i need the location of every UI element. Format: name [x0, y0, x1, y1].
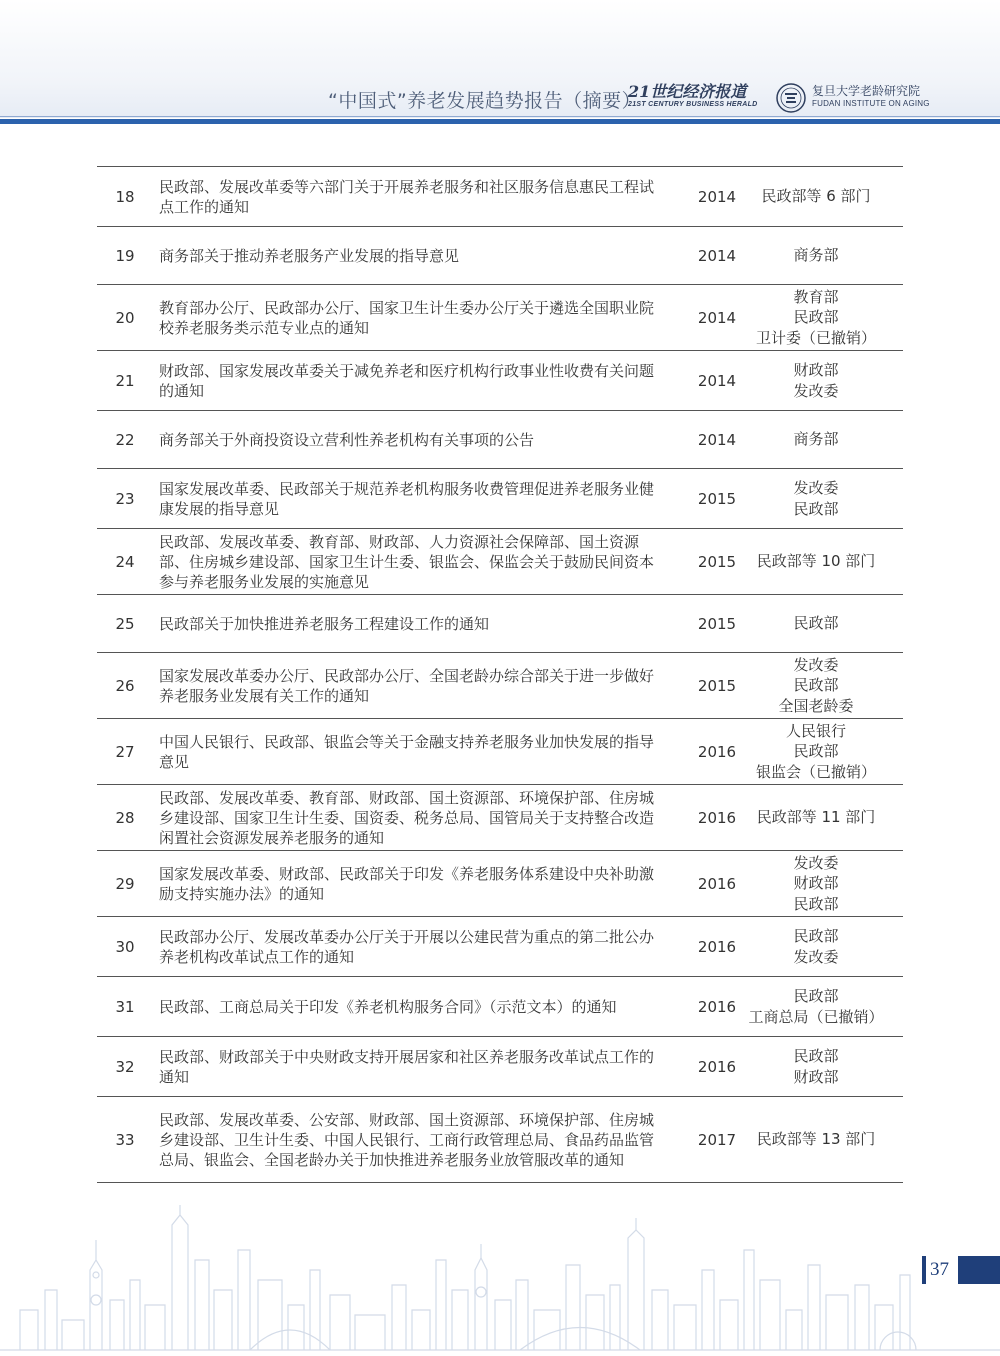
issuing-department: 发改委 民政部 全国老龄委	[778, 655, 854, 715]
document-title-cell	[159, 167, 655, 226]
row-number-cell	[97, 851, 153, 916]
issuing-department-cell	[737, 285, 895, 350]
document-title: 民政部、发展改革委、教育部、财政部、人力资源社会保障部、国土资源部、住房城乡建设部、国家卫生计生委、银监会、保监会关于鼓励民间资本参与养老服务业发展的实施意见	[159, 532, 655, 591]
city-skyline-illustration	[0, 1200, 1000, 1356]
row-year: 2015	[697, 676, 737, 695]
issuing-department: 民政部等 10 部门	[756, 552, 876, 571]
row-year: 2015	[697, 614, 737, 633]
row-number: 21	[115, 371, 135, 390]
document-title: 国家发展改革委办公厅、民政部办公厅、全国老龄办综合部关于进一步做好养老服务业发展有关工作的通知	[159, 666, 655, 705]
issuing-department: 民政部 发改委	[793, 927, 839, 966]
table-row	[97, 653, 903, 719]
header-thin-rule	[0, 116, 1000, 117]
row-number: 22	[115, 430, 135, 449]
issuing-department: 商务部	[793, 246, 839, 265]
table-row	[97, 1097, 903, 1183]
document-title-cell	[159, 285, 655, 350]
row-number-cell	[97, 595, 153, 652]
table-row	[97, 785, 903, 851]
document-title: 商务部关于推动养老服务产业发展的指导意见	[159, 246, 460, 265]
issuing-department: 民政部等 11 部门	[756, 808, 876, 827]
table-row	[97, 529, 903, 595]
document-title-cell	[159, 1097, 655, 1182]
table-row	[97, 351, 903, 411]
row-number: 32	[115, 1057, 135, 1076]
document-title-cell	[159, 529, 655, 594]
table-row	[97, 469, 903, 529]
row-number-cell	[97, 719, 153, 784]
issuing-department: 民政部	[793, 614, 839, 633]
issuing-department-cell	[737, 529, 895, 594]
institute-cn: 复旦大学老龄研究院	[812, 84, 921, 98]
row-number-cell	[97, 1097, 153, 1182]
row-number: 31	[115, 997, 135, 1016]
issuing-department-cell	[737, 227, 895, 284]
issuing-department-cell	[737, 469, 895, 528]
table-row	[97, 167, 903, 227]
document-title-cell	[159, 785, 655, 850]
row-year: 2014	[697, 187, 737, 206]
institute-en: FUDAN INSTITUTE ON AGING	[812, 99, 930, 108]
document-title: 国家发展改革委、财政部、民政部关于印发《养老服务体系建设中央补助激励支持实施办法》的通知	[159, 864, 655, 903]
row-year: 2016	[697, 997, 737, 1016]
issuing-department-cell	[737, 1037, 895, 1096]
document-title-cell	[159, 227, 655, 284]
row-number: 18	[115, 187, 135, 206]
row-number: 27	[115, 742, 135, 761]
brand-21st-century	[628, 82, 758, 108]
document-title-cell	[159, 411, 655, 468]
issuing-department: 财政部 发改委	[793, 361, 839, 400]
row-number-cell	[97, 977, 153, 1036]
document-title: 商务部关于外商投资设立营利性养老机构有关事项的公告	[159, 430, 535, 449]
issuing-department-cell	[737, 351, 895, 410]
fudan-seal-icon	[776, 83, 806, 113]
row-number: 19	[115, 246, 135, 265]
issuing-department: 商务部	[793, 430, 839, 449]
document-title: 民政部关于加快推进养老服务工程建设工作的通知	[159, 614, 490, 633]
table-row	[97, 285, 903, 351]
row-number: 33	[115, 1130, 135, 1149]
issuing-department: 人民银行 民政部 银监会（已撤销）	[755, 721, 876, 781]
issuing-department-cell	[737, 1097, 895, 1182]
document-title-cell	[159, 977, 655, 1036]
row-year: 2017	[697, 1130, 737, 1149]
document-title-cell	[159, 469, 655, 528]
document-title: 民政部办公厅、发展改革委办公厅关于开展以公建民营为重点的第二批公办养老机构改革试点工作的通知	[159, 927, 655, 966]
issuing-department-cell	[737, 851, 895, 916]
row-year: 2016	[697, 1057, 737, 1076]
document-title: 教育部办公厅、民政部办公厅、国家卫生计生委办公厅关于遴选全国职业院校养老服务类示范专业点的通知	[159, 298, 655, 337]
row-number-cell	[97, 653, 153, 718]
report-title: “中国式”养老发展趋势报告（摘要）	[328, 90, 642, 112]
page-number-bar	[922, 1256, 926, 1284]
issuing-department: 民政部 工商总局（已撤销）	[748, 987, 884, 1026]
fudan-institute	[812, 84, 930, 108]
row-number: 24	[115, 552, 135, 571]
issuing-department-cell	[737, 653, 895, 718]
issuing-department: 发改委 民政部	[793, 479, 839, 518]
row-number: 30	[115, 937, 135, 956]
row-year: 2015	[697, 552, 737, 571]
issuing-department: 发改委 财政部 民政部	[793, 853, 839, 913]
row-year: 2016	[697, 874, 737, 893]
row-number-cell	[97, 227, 153, 284]
issuing-department: 教育部 民政部 卫计委（已撤销）	[755, 287, 876, 347]
table-row	[97, 411, 903, 469]
document-title-cell	[159, 851, 655, 916]
table-row	[97, 595, 903, 653]
brand-21-cn: 21世纪经济报道	[628, 82, 747, 101]
table-row	[97, 719, 903, 785]
row-year: 2016	[697, 742, 737, 761]
document-title-cell	[159, 917, 655, 976]
header-blue-rule	[0, 119, 1000, 124]
issuing-department-cell	[737, 977, 895, 1036]
issuing-department: 民政部等 13 部门	[756, 1130, 876, 1149]
document-title: 民政部、发展改革委、教育部、财政部、国土资源部、环境保护部、住房城乡建设部、国家卫生计生委、国资委、税务总局、国管局关于支持整合改造闲置社会资源发展养老服务的通知	[159, 788, 655, 847]
page-header	[0, 0, 1000, 118]
row-number-cell	[97, 1037, 153, 1096]
row-number-cell	[97, 785, 153, 850]
table-row	[97, 917, 903, 977]
row-year: 2016	[697, 808, 737, 827]
row-number-cell	[97, 167, 153, 226]
row-number: 26	[115, 676, 135, 695]
document-title-cell	[159, 653, 655, 718]
row-year: 2014	[697, 308, 737, 327]
row-year: 2016	[697, 937, 737, 956]
issuing-department: 民政部等 6 部门	[761, 187, 871, 206]
document-title: 民政部、工商总局关于印发《养老机构服务合同》（示范文本）的通知	[159, 997, 617, 1016]
document-title-cell	[159, 351, 655, 410]
table-row	[97, 977, 903, 1037]
row-year: 2014	[697, 430, 737, 449]
row-number: 20	[115, 308, 135, 327]
row-number-cell	[97, 917, 153, 976]
table-row	[97, 1037, 903, 1097]
row-number: 23	[115, 489, 135, 508]
issuing-department-cell	[737, 917, 895, 976]
document-title: 民政部、财政部关于中央财政支持开展居家和社区养老服务改革试点工作的通知	[159, 1047, 655, 1086]
document-title: 国家发展改革委、民政部关于规范养老机构服务收费管理促进养老服务业健康发展的指导意见	[159, 479, 655, 518]
document-title: 中国人民银行、民政部、银监会等关于金融支持养老服务业加快发展的指导意见	[159, 732, 655, 771]
row-number: 29	[115, 874, 135, 893]
policy-table	[97, 166, 903, 1183]
page-number: 37	[930, 1259, 949, 1280]
row-year: 2015	[697, 489, 737, 508]
issuing-department: 民政部 财政部	[793, 1047, 839, 1086]
row-number-cell	[97, 285, 153, 350]
row-number-cell	[97, 529, 153, 594]
issuing-department-cell	[737, 719, 895, 784]
page-number-fill	[958, 1256, 1000, 1284]
document-title: 民政部、发展改革委、公安部、财政部、国土资源部、环境保护部、住房城乡建设部、卫生计生委、中国人民银行、工商行政管理总局、食品药品监管总局、银监会、全国老龄办关于加快推进养老服务业放管服改革的通知	[159, 1110, 655, 1169]
document-title-cell	[159, 1037, 655, 1096]
row-number-cell	[97, 411, 153, 468]
row-number: 25	[115, 614, 135, 633]
document-title: 民政部、发展改革委等六部门关于开展养老服务和社区服务信息惠民工程试点工作的通知	[159, 177, 655, 216]
table-row	[97, 227, 903, 285]
document-title-cell	[159, 595, 655, 652]
row-year: 2014	[697, 371, 737, 390]
issuing-department-cell	[737, 595, 895, 652]
issuing-department-cell	[737, 411, 895, 468]
row-number-cell	[97, 351, 153, 410]
row-number-cell	[97, 469, 153, 528]
issuing-department-cell	[737, 785, 895, 850]
document-title: 财政部、国家发展改革委关于减免养老和医疗机构行政事业性收费有关问题的通知	[159, 361, 655, 400]
issuing-department-cell	[737, 167, 895, 226]
table-row	[97, 851, 903, 917]
brand-21-en: 21ST CENTURY BUSINESS HERALD	[628, 101, 758, 108]
document-title-cell	[159, 719, 655, 784]
row-year: 2014	[697, 246, 737, 265]
row-number: 28	[115, 808, 135, 827]
